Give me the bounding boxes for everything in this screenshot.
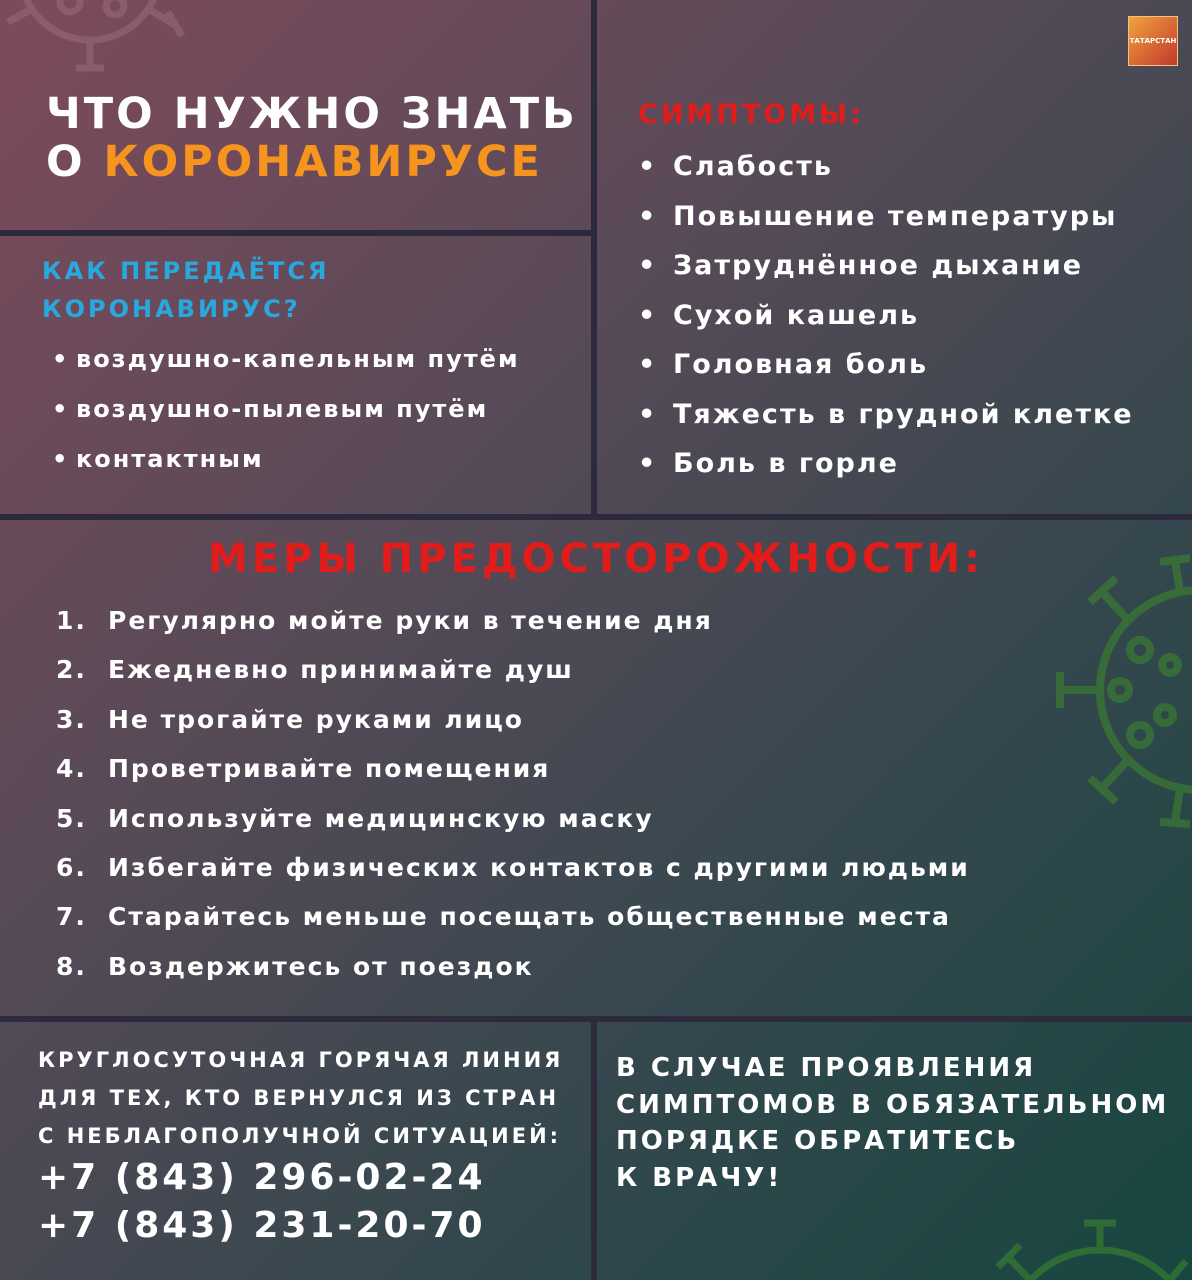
- list-item: 4. Проветривайте помещения: [56, 754, 551, 784]
- title-prefix: О: [46, 137, 104, 187]
- phone-number[interactable]: +7 (843) 296-02-24: [38, 1157, 486, 1198]
- title-highlight: КОРОНАВИРУСЕ: [103, 137, 543, 187]
- symptoms-heading: СИМПТОМЫ:: [638, 99, 864, 130]
- hotline-line3: С НЕБЛАГОПОЛУЧНОЙ СИТУАЦИЕЙ:: [38, 1124, 562, 1148]
- list-item: • Боль в горле: [638, 448, 899, 479]
- list-item: 3. Не трогайте руками лицо: [56, 704, 524, 734]
- list-item: • Слабость: [638, 151, 833, 182]
- list-item: • воздушно-пылевым путём: [52, 395, 489, 423]
- logo: [1128, 16, 1178, 66]
- virus-icon: [980, 1215, 1192, 1280]
- list-item: 5. Используйте медицинскую маску: [56, 803, 654, 833]
- list-item: 1. Регулярно мойте руки в течение дня: [56, 606, 713, 635]
- measures-heading: МЕРЫ ПРЕДОСТОРОЖНОСТИ:: [207, 536, 985, 582]
- list-item: • Сухой кашель: [638, 299, 920, 331]
- list-item: • Затруднённое дыхание: [638, 250, 1084, 281]
- list-item: 7. Старайтесь меньше посещать общественные места: [56, 902, 951, 932]
- list-item: • воздушно-капельным путём: [52, 345, 520, 373]
- warning-line4: К ВРАЧУ!: [616, 1162, 783, 1193]
- list-item: • Головная боль: [638, 349, 929, 380]
- divider: [591, 0, 597, 517]
- list-item: • Повышение температуры: [638, 200, 1118, 232]
- list-item: 6. Избегайте физических контактов с другими людьми: [56, 852, 970, 882]
- transmission-heading-line2: КОРОНАВИРУС?: [42, 295, 301, 323]
- hotline-line1: КРУГЛОСУТОЧНАЯ ГОРЯЧАЯ ЛИНИЯ: [38, 1048, 564, 1072]
- list-item: • Тяжесть в грудной клетке: [638, 398, 1134, 430]
- page-title-line2: [46, 136, 543, 188]
- transmission-list: [52, 334, 520, 484]
- warning-line3: ПОРЯДКЕ ОБРАТИТЕСЬ: [616, 1126, 1020, 1156]
- page-title-line1: ЧТО НУЖНО ЗНАТЬ: [46, 89, 578, 139]
- logo-text: ТАТАРСТАН: [1129, 37, 1177, 45]
- phone-number[interactable]: +7 (843) 231-20-70: [38, 1205, 486, 1246]
- list-item: 8. Воздержитесь от поездок: [56, 951, 534, 981]
- divider: [591, 1016, 597, 1280]
- symptoms-list: [638, 142, 1134, 489]
- divider: [0, 514, 1192, 520]
- hotline-line2: ДЛЯ ТЕХ, КТО ВЕРНУЛСЯ ИЗ СТРАН: [38, 1086, 560, 1110]
- warning-text: [616, 1050, 1169, 1196]
- virus-icon: [1040, 540, 1192, 840]
- transmission-heading: [42, 252, 329, 328]
- virus-icon: [0, 0, 210, 80]
- divider: [0, 230, 591, 236]
- transmission-heading-line1: КАК ПЕРЕДАЁТСЯ: [42, 257, 330, 285]
- hotline-description: [38, 1041, 563, 1155]
- warning-line1: В СЛУЧАЕ ПРОЯВЛЕНИЯ: [616, 1053, 1037, 1083]
- list-item: 2. Ежедневно принимайте душ: [56, 655, 574, 685]
- measures-list: [56, 596, 970, 991]
- warning-line2: СИМПТОМОВ В ОБЯЗАТЕЛЬНОМ: [616, 1089, 1170, 1120]
- list-item: • контактным: [52, 445, 264, 473]
